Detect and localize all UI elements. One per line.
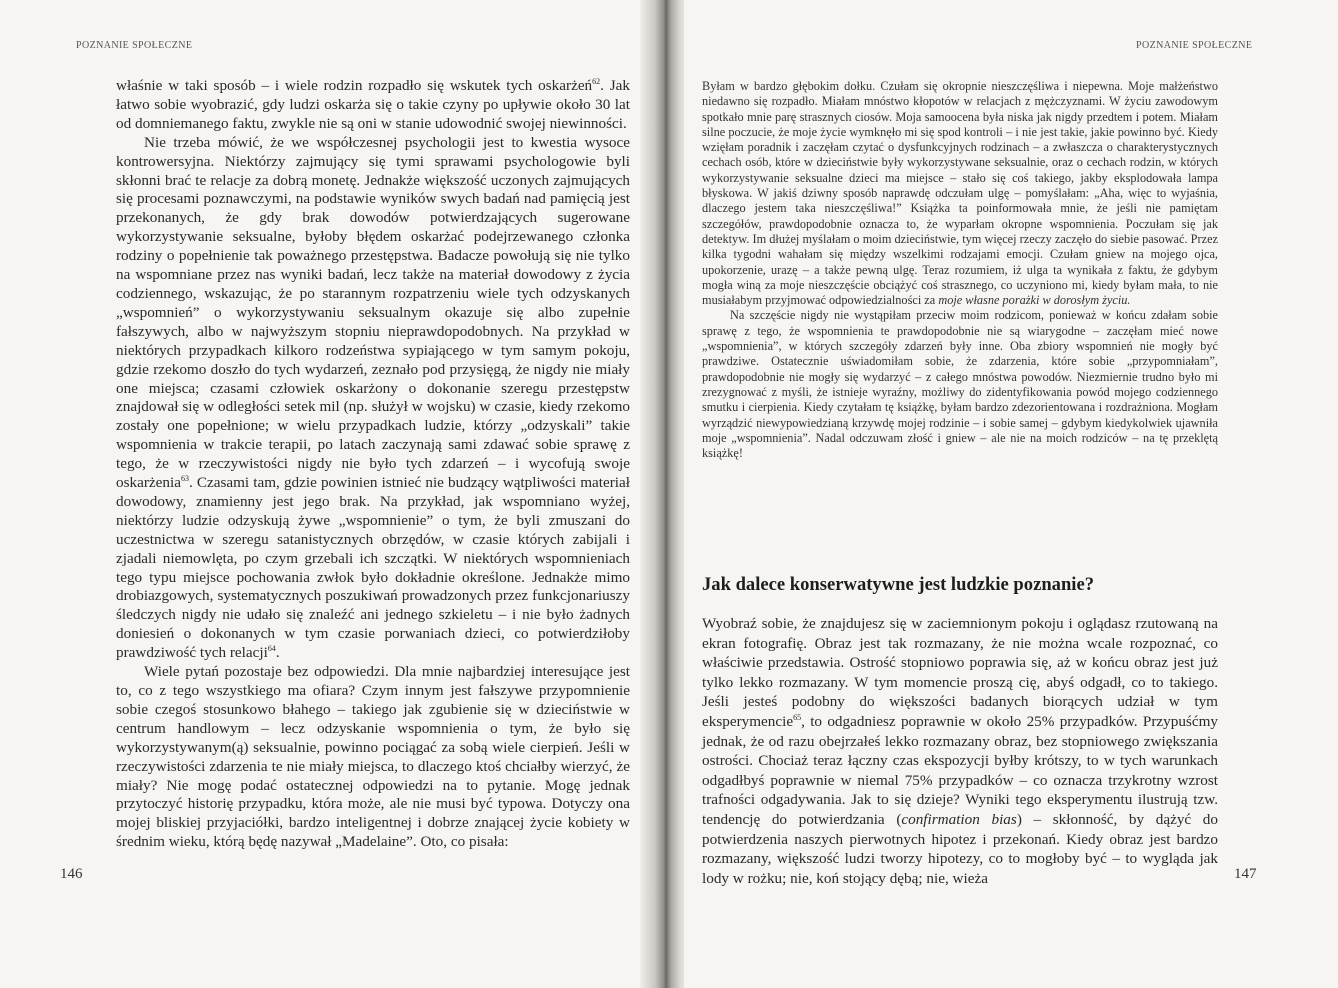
text-run: . Jak łatwo sobie wyobrazić, gdy ludzi oskarża się o takie czyny po upływie około 30 lat od domniemanego faktu, zwykle nie są oni w stanie udowodnić swojej niewinności. <box>116 77 630 132</box>
text-run: Na szczęście nigdy nie wystąpiłam przeciw moim rodzicom, ponieważ w końcu zdałam sobie sprawę z tego, że wspomnienia te prawdopodobnie nie są wiarygodne – zaczęłam mieć nowe „wspomnienia”, w których szczegóły zdarzeń były inne. Oba zbiory wspomnień nie mogły być prawdziwe. Ostatecznie uświadomiłam sobie, że zdarzenia, które sobie „przypomniałam”, prawdopodobnie nie mogły się wydarzyć – z całego mnóstwa powodów. Niezmiernie trudno było mi zrezygnować z myśli, że istnieje wyraźny, możliwy do zidentyfikowania powód mojego codziennego smutku i cierpienia. Kiedy czytałam tę książkę, byłam bardzo zdezorientowana i rozdrażniona. Mogłam wyrządzić niewypowiedzianą krzywdę mojej rodzinie – i sobie samej – gdybym kiedykolwiek ujawniła moje „wspomnienia”. Nadal odczuwam złość i gniew – ale nie na moich rodziców – na tę przeklętą książkę! <box>702 308 1218 461</box>
paragraph <box>116 663 630 852</box>
paragraph <box>116 77 630 134</box>
footnote-marker: 65 <box>793 712 802 722</box>
footnote-marker: 63 <box>180 473 189 483</box>
text-run: . <box>275 644 280 662</box>
footnote-marker: 62 <box>592 76 601 86</box>
italic-text: confirmation bias <box>901 810 1017 828</box>
block-quote <box>702 79 1218 461</box>
text-run: . Czasami tam, gdzie powinien istnieć nie budzący wątpliwości materiał dowodowy, znamienny jest jego brak. Na przykład, jak wspomniano wyżej, niektórzy ludzie odzyskują żywe „wspomnienie” o tym, że byli zmuszani do uczestnictwa w szeregu satanistycznych obrzędów, w czasie których zabijali i zjadali niemowlęta, po czym grzebali ich szczątki. W niektórych wspomnieniach tego typu miejsce pochowania zwłok było dokładnie określone. Jednakże mimo drobiazgowych, systematycznych poszukiwań prowadzonych przez funkcjonariuszy śledczych nigdy nie udało się znaleźć ani jednego szkieletu – i nie było żadnych doniesień o dokonanych w tym czasie porwaniach dzieci, co potwierdziłoby prawdziwość tych relacji <box>116 474 630 662</box>
footnote-marker: 64 <box>267 644 276 654</box>
text-run: Wyobraź sobie, że znajdujesz się w zaciemnionym pokoju i oglądasz rzutowaną na ekran fotografię. Obraz jest tak rozmazany, że nie można wcale rozpoznać, co właściwie przedstawia. Ostrość stopniowo poprawia się, aż w końcu obraz jest już tylko lekko rozmazany. W tym momencie proszą cię, abyś odgadł, co to takiego. Jeśli jesteś podobny do większości badanych biorących udział w tym eksperymencie <box>702 615 1218 730</box>
right-page <box>684 0 1338 988</box>
quote-paragraph <box>702 79 1218 308</box>
running-head-left: POZNANIE SPOŁECZNE <box>76 40 193 51</box>
left-page <box>0 0 648 988</box>
text-run: właśnie w taki sposób – i wiele rodzin rozpadło się wskutek tych oskarżeń <box>116 77 593 94</box>
quote-paragraph <box>702 308 1218 461</box>
book-gutter <box>640 0 690 988</box>
text-run: Nie trzeba mówić, że we współczesnej psychologii jest to kwestia wysoce kontrowersyjna. Niektórzy zajmujący się tymi sprawami psychologowie byli skłonni brać te relacje za dobrą monetę. Jednakże większość uczonych zajmujących się procesami poznawczymi, na podstawie wyników swych badań nad pamięcią jest przekonanych, że gdy brak dowodów potwierdzających sugerowane wykorzystywanie seksualne, byłoby błędem oskarżać podejrzewanego członka rodziny o popełnienie tak poważnego przestępstwa. Badacze powołują się nie tylko na wspomniane przez nas wyniki badań, lecz także na materiał dowodowy z życia codziennego, wskazując, że po starannym rozpatrzeniu wiele tych odzyskanych „wspomnień” o wykorzystywaniu seksualnym okazuje się albo zupełnie fałszywych, albo w najwyższym stopniu nieprawdopodobnych. Na przykład w niektórych przypadkach kilkoro rodzeństwa sypiającego w tym samym pokoju, gdzie rzekomo doszło do tych wydarzeń, zeznało pod przysięgą, że nigdy nie miały one miejsca; czasami człowiek oskarżony o dokonanie szeregu przestępstw znajdował się w odległości setek mil (np. służył w wojsku) w czasie, kiedy rzekomo zostały one popełnione; w wielu przypadkach ludzie, którzy „odzyskali” takie wspomnienia w trakcie terapii, po latach zaczynają sami zdawać sobie sprawę z tego, że w rzeczywistości nigdy nie było tych zdarzeń – i wycofują swoje oskarżenia <box>116 133 630 492</box>
paragraph <box>116 134 630 663</box>
italic-text: moje własne porażki w dorosłym życiu. <box>938 293 1131 308</box>
text-run: Byłam w bardzo głębokim dołku. Czułam się okropnie nieszczęśliwa i niepewna. Moje małżeństwo niedawno się rozpadło. Miałam mnóstwo kłopotów w relacjach z mężczyznami. W życiu zawodowym spotkało mnie parę strasznych ciosów. Moja samoocena była niska jak nigdy przedtem i potem. Miałam silne poczucie, że moje życie wymknęło mi się spod kontroli – i nie jest takie, jakie powinno być. Kiedy wzięłam poradnik i zaczęłam czytać o dysfunkcyjnych rodzinach – a zwłaszcza o charakterystycznych cechach osób, które w dzieciństwie były wykorzystywane seksualnie, oraz o cechach rodzin, w których wykorzystywanie seksualne dzieci ma miejsce – stało się coś takiego, jakby eksplodowała lampa błyskowa. W jakiś dziwny sposób naprawdę odczułam ulgę – pomyślałam: „Aha, więc to wyjaśnia, dlaczego jestem taka nieszczęśliwa!” Książka ta poinformowała mnie, że jeśli nie pamiętam szczegółów, prawdopodobnie oznacza to, że wyparłam okropne wspomnienia. Poczułam się jak detektyw. Im dłużej myślałam o moim dzieciństwie, tym więcej rzeczy zaczęło do siebie pasować. Przez kilka tygodni wahałam się między wszelkimi rodzajami emocji. Czułam gniew na mojego ojca, upokorzenie, urazę – a także pewną ulgę. Teraz rozumiem, iż ulga ta wynikała z faktu, że gdybym mogła winą za moje nieszczęście obciążyć coś strasznego, co uczyniono mi, kiedy byłam mała, to nie musiałabym przyjmować odpowiedzialności za <box>702 79 1218 308</box>
left-page-body <box>116 77 630 852</box>
right-page-body <box>702 614 1218 888</box>
running-head-right: POZNANIE SPOŁECZNE <box>1136 40 1253 51</box>
section-heading: Jak dalece konserwatywne jest ludzkie poznanie? <box>702 574 1095 595</box>
page-number-right: 147 <box>1234 866 1257 882</box>
text-run: Wiele pytań pozostaje bez odpowiedzi. Dla mnie najbardziej interesujące jest to, co z tego wszystkiego ma ofiara? Czym innym jest fałszywe przypomnienie sobie czegoś stosunkowo błahego – takiego jak zgubienie się w dzieciństwie w centrum handlowym – lecz odzyskanie wspomnienia o tym, że było się wykorzystywanym(ą) seksualnie, powinno pociągać za sobą wiele cierpień. Jeśli w rzeczywistości zdarzenia te nie miały miejsca, to dlaczego ktoś chciałby wierzyć, że miały? Nie mogę podać ostatecznej odpowiedzi na to pytanie. Mogę jednak przytoczyć historię przypadku, która może, ale nie musi być typowa. Dotyczy ona mojej bliskiej przyjaciółki, bardzo inteligentnej i dobrze znającej życie kobiety w średnim wieku, którą będę nazywał „Madelaine”. Oto, co pisała: <box>116 663 630 851</box>
text-run: ) – skłonność, by dążyć do potwierdzenia naszych pierwotnych hipotez i przekonań. Kiedy obraz jest bardzo rozmazany, większość ludzi tworzy hipotezy, co to mogłoby być – to wygląda jak lody w rożku; nie, koń stojący dębą; nie, wieża <box>702 810 1218 887</box>
text-run: , to odgadniesz poprawnie w około 25% przypadków. Przypuśćmy jednak, że od razu obejrzałeś lekko rozmazany obraz, bez stopniowego zwiększania ostrości. Chociaż teraz łączny czas ekspozycji byłby krótszy, to w tych warunkach odgadłbyś poprawnie w niemal 75% przypadków – co oznacza trzykrotny wzrost trafności odgadywania. Jak to się dzieje? Wyniki tego eksperymentu ilustrują tzw. tendencję do potwierdzania ( <box>702 712 1218 828</box>
paragraph <box>702 614 1218 888</box>
page-number-left: 146 <box>60 866 83 882</box>
